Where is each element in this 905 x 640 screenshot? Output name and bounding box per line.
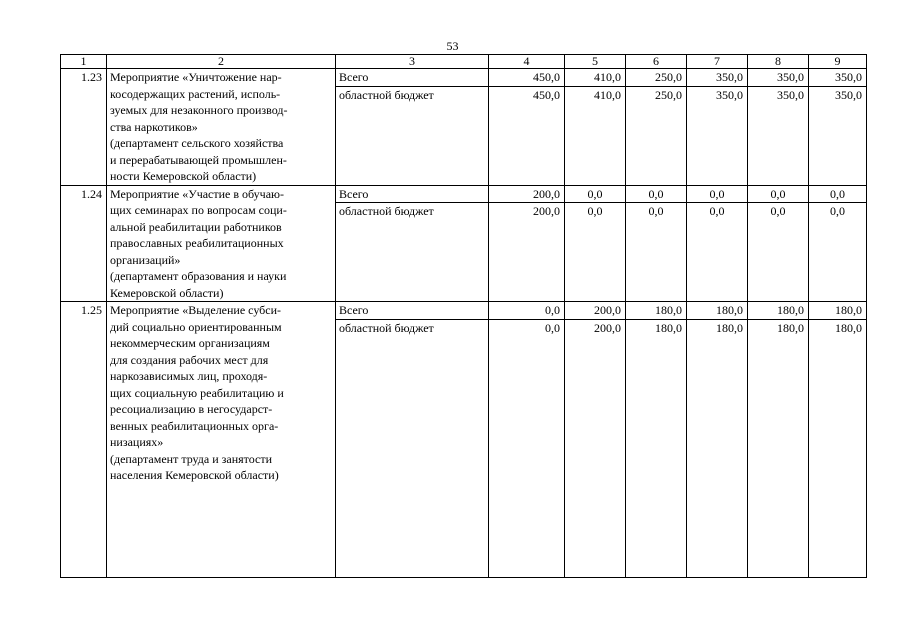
header-cell: 7 bbox=[687, 55, 748, 69]
header-cell: 6 bbox=[626, 55, 687, 69]
row-id: 1.25 bbox=[61, 302, 107, 578]
value-cell: 180,0 bbox=[748, 319, 809, 577]
value-cell: 250,0 bbox=[626, 69, 687, 87]
description-line: ресоциализацию в негосударст- bbox=[110, 402, 273, 416]
value-cell: 350,0 bbox=[748, 86, 809, 185]
description-line: Мероприятие «Уничтожение нар- bbox=[110, 70, 282, 84]
description-line: ности Кемеровской области) bbox=[110, 169, 257, 183]
value-cell: 0,0 bbox=[489, 319, 565, 577]
value-cell: 350,0 bbox=[748, 69, 809, 87]
description-line: низациях» bbox=[110, 435, 164, 449]
value-cell: 0,0 bbox=[489, 302, 565, 320]
header-cell: 8 bbox=[748, 55, 809, 69]
row-description bbox=[107, 185, 336, 302]
header-cell: 2 bbox=[107, 55, 336, 69]
value-cell: 0,0 bbox=[565, 185, 626, 203]
value-cell: 350,0 bbox=[809, 86, 867, 185]
value-cell: 180,0 bbox=[809, 302, 867, 320]
value-cell: 180,0 bbox=[748, 302, 809, 320]
table-row bbox=[61, 185, 867, 203]
header-cell: 1 bbox=[61, 55, 107, 69]
description-line: щих социальную реабилитацию и bbox=[110, 385, 284, 400]
header-cell: 3 bbox=[336, 55, 489, 69]
source-label: областной бюджет bbox=[336, 319, 489, 577]
description-line: (департамент образования и науки bbox=[110, 269, 287, 283]
value-cell: 200,0 bbox=[489, 185, 565, 203]
description-line: Мероприятие «Участие в обучаю- bbox=[110, 186, 285, 201]
description-line: Кемеровской области) bbox=[110, 285, 224, 300]
source-label: Всего bbox=[336, 69, 489, 87]
value-cell: 410,0 bbox=[565, 86, 626, 185]
header-cell: 9 bbox=[809, 55, 867, 69]
value-cell: 200,0 bbox=[565, 319, 626, 577]
value-cell: 180,0 bbox=[809, 319, 867, 577]
description-line: некоммерческим организациям bbox=[110, 336, 270, 350]
value-cell: 0,0 bbox=[748, 185, 809, 203]
description-line: косодержащих растений, исполь- bbox=[110, 86, 281, 101]
description-line: наркозависимых лиц, проходя- bbox=[110, 369, 268, 383]
row-description bbox=[107, 69, 336, 186]
value-cell: 0,0 bbox=[626, 203, 687, 302]
value-cell: 350,0 bbox=[687, 69, 748, 87]
table-row bbox=[61, 302, 867, 320]
description-line: организаций» bbox=[110, 252, 181, 267]
source-label: Всего bbox=[336, 185, 489, 203]
description-line: (департамент сельского хозяйства bbox=[110, 136, 284, 150]
value-cell: 180,0 bbox=[687, 319, 748, 577]
value-cell: 450,0 bbox=[489, 86, 565, 185]
description-line: альной реабилитации работников bbox=[110, 219, 282, 234]
source-label: областной бюджет bbox=[336, 203, 489, 302]
value-cell: 0,0 bbox=[626, 185, 687, 203]
description-line: зуемых для незаконного производ- bbox=[110, 103, 288, 117]
description-line: православных реабилитационных bbox=[110, 236, 284, 250]
value-cell: 0,0 bbox=[565, 203, 626, 302]
value-cell: 450,0 bbox=[489, 69, 565, 87]
description-line: щих семинарах по вопросам соци- bbox=[110, 203, 287, 217]
description-line: ства наркотиков» bbox=[110, 119, 198, 134]
row-id: 1.24 bbox=[61, 185, 107, 302]
value-cell: 350,0 bbox=[809, 69, 867, 87]
value-cell: 0,0 bbox=[809, 203, 867, 302]
value-cell: 410,0 bbox=[565, 69, 626, 87]
description-line: и перерабатывающей промышлен- bbox=[110, 152, 287, 167]
description-line: венных реабилитационных орга- bbox=[110, 418, 279, 433]
value-cell: 0,0 bbox=[748, 203, 809, 302]
value-cell: 0,0 bbox=[687, 203, 748, 302]
value-cell: 180,0 bbox=[626, 302, 687, 320]
row-description bbox=[107, 302, 336, 578]
value-cell: 200,0 bbox=[489, 203, 565, 302]
value-cell: 180,0 bbox=[687, 302, 748, 320]
description-line: населения Кемеровской области) bbox=[110, 468, 279, 482]
value-cell: 180,0 bbox=[626, 319, 687, 577]
table-row bbox=[61, 69, 867, 87]
header-cell: 4 bbox=[489, 55, 565, 69]
description-line: (департамент труда и занятости bbox=[110, 451, 273, 466]
description-line: для создания рабочих мест для bbox=[110, 352, 269, 367]
description-line: Мероприятие «Выделение субси- bbox=[110, 303, 282, 317]
value-cell: 0,0 bbox=[687, 185, 748, 203]
budget-table bbox=[60, 54, 867, 578]
source-label: Всего bbox=[336, 302, 489, 320]
value-cell: 0,0 bbox=[809, 185, 867, 203]
header-row bbox=[61, 55, 867, 69]
row-id: 1.23 bbox=[61, 69, 107, 186]
value-cell: 200,0 bbox=[565, 302, 626, 320]
description-line: дий социально ориентированным bbox=[110, 319, 282, 334]
page-number: 53 bbox=[446, 39, 459, 53]
value-cell: 250,0 bbox=[626, 86, 687, 185]
source-label: областной бюджет bbox=[336, 86, 489, 185]
value-cell: 350,0 bbox=[687, 86, 748, 185]
header-cell: 5 bbox=[565, 55, 626, 69]
